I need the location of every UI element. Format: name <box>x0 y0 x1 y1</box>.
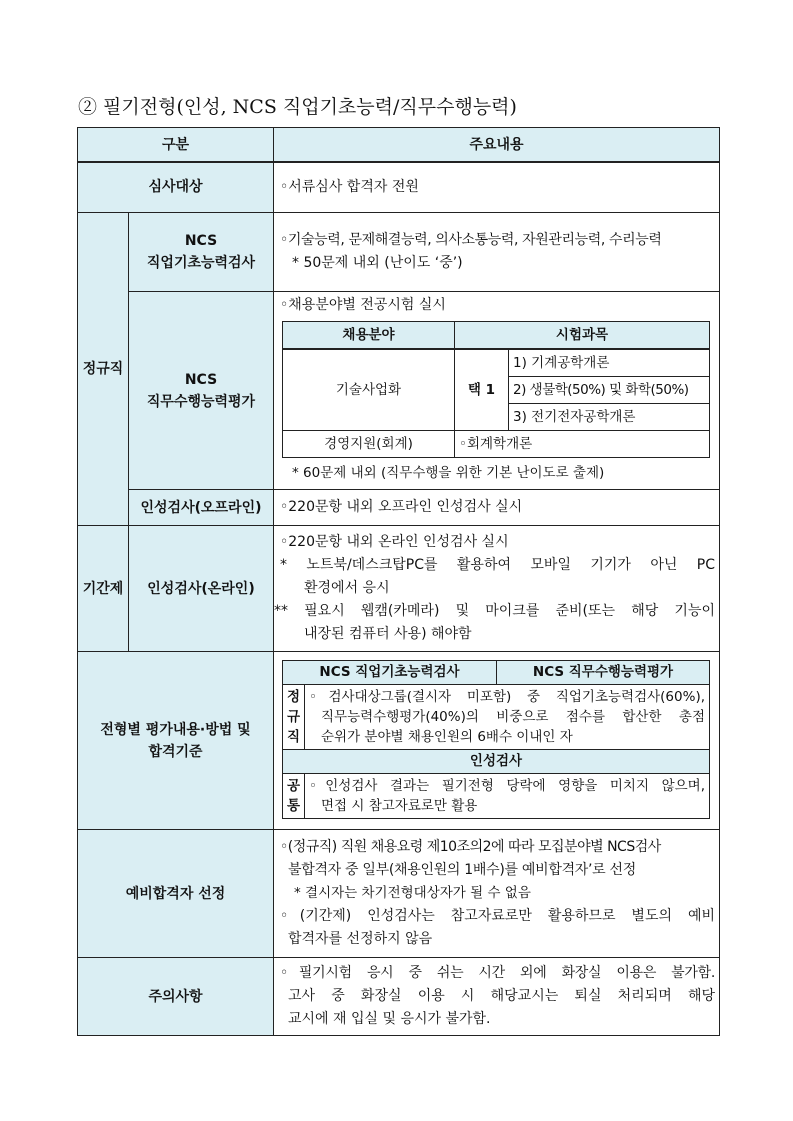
header-content: 주요내용 <box>274 128 720 162</box>
criteria-label: 전형별 평가내용·방법 및 합격기준 <box>78 652 274 830</box>
subject-accounting: ◦회계학개론 <box>455 431 710 458</box>
criteria-side-common: 공 통 <box>283 774 305 819</box>
field-management: 경영지원(회계) <box>283 431 455 458</box>
criteria-table <box>282 660 710 819</box>
recruitment-table <box>77 127 720 1036</box>
offline-label: 인성검사(오프라인) <box>129 490 274 526</box>
regular-label: 정규직 <box>78 213 129 526</box>
subject-mechanical: 1) 기계공학개론 <box>509 349 710 377</box>
criteria-common-text: ◦인성검사 결과는 필기전형 당락에 영향을 미치지 않으며, 면접 시 참고자료로만 활용 <box>305 774 710 819</box>
criteria-header-personality: 인성검사 <box>283 750 710 774</box>
subject-bio-chem: 2) 생물학(50%) 및 화학(50%) <box>509 377 710 404</box>
criteria-header-basic: NCS 직업기초능력검사 <box>283 661 497 685</box>
reserve-content: ◦(정규직) 직원 채용요령 제10조의2에 따라 모집분야별 NCS검사 불합격자 중 일부(채용인원의 1배수)를 예비합격자’로 선정 * 결시자는 차기전형대상자가 될 수 없음 ◦(기간제) 인성검사는 참고자료로만 활용하므로 별도의 예비 합격자를 선정하지 않음 <box>274 830 720 958</box>
online-label: 인성검사(온라인) <box>129 526 274 652</box>
ncs-job-note: * 60문제 내외 (직무수행을 위한 기본 난이도로 출제) <box>292 465 605 481</box>
criteria-side-regular: 정 규 직 <box>283 685 305 750</box>
screening-label: 심사대상 <box>78 162 274 213</box>
caution-label: 주의사항 <box>78 958 274 1036</box>
contract-label: 기간제 <box>78 526 129 652</box>
online-content: ◦220문항 내외 온라인 인성검사 실시 * 노트북/데스크탑PC를 활용하여 모바일 기기가 아닌 PC 환경에서 응시 ** 필요시 웹캠(카메라) 및 마이크를 준비(또는 해당 기능이 내장된 컴퓨터 사용) 해야함 <box>274 526 720 652</box>
criteria-header-job: NCS 직무수행능력평가 <box>497 661 710 685</box>
criteria-regular-text: ◦검사대상그룹(결시자 미포함) 중 직업기초능력검사(60%), 직무능력수행평가(40%)의 비중으로 점수를 합산한 총점 순위가 분야별 채용인원의 6배수 이내인 자 <box>305 685 710 750</box>
ncs-job-label: NCS 직무수행능력평가 <box>129 292 274 490</box>
ncs-job-content: ◦채용분야별 전공시험 실시 채용분야 시험과목 기술사업화 택 1 1) 기계공학개론 2) 생물학(50%) 및 화학(50%) 3) 전기전자공학개론 경영지원(회계) ◦회계학개론 * 60문제 내외 (직무수행을 위한 기본 난이도로 출제) <box>274 292 720 490</box>
screening-content: ◦서류심사 합격자 전원 <box>274 162 720 213</box>
field-tech: 기술사업화 <box>283 349 455 431</box>
subject-table-header-field: 채용분야 <box>283 322 455 350</box>
caution-content: ◦필기시험 응시 중 쉬는 시간 외에 화장실 이용은 불가함. 고사 중 화장실 이용 시 해당교시는 퇴실 처리되며 해당 교시에 재 입실 및 응시가 불가함. <box>274 958 720 1036</box>
choose-one: 택 1 <box>455 349 509 431</box>
reserve-label: 예비합격자 선정 <box>78 830 274 958</box>
criteria-content <box>274 652 720 830</box>
header-category: 구분 <box>78 128 274 162</box>
ncs-basic-content: ◦기술능력, 문제해결능력, 의사소통능력, 자원관리능력, 수리능력 * 50문제 내외 (난이도 ‘중’) <box>274 213 720 292</box>
subject-table <box>282 321 710 458</box>
ncs-basic-label: NCS 직업기초능력검사 <box>129 213 274 292</box>
offline-content: ◦220문항 내외 오프라인 인성검사 실시 <box>274 490 720 526</box>
subject-table-header-subject: 시험과목 <box>455 322 710 350</box>
section-title: ② 필기전형(인성, NCS 직업기초능력/직무수행능력) <box>78 96 517 118</box>
subject-electrical: 3) 전기전자공학개론 <box>509 404 710 431</box>
